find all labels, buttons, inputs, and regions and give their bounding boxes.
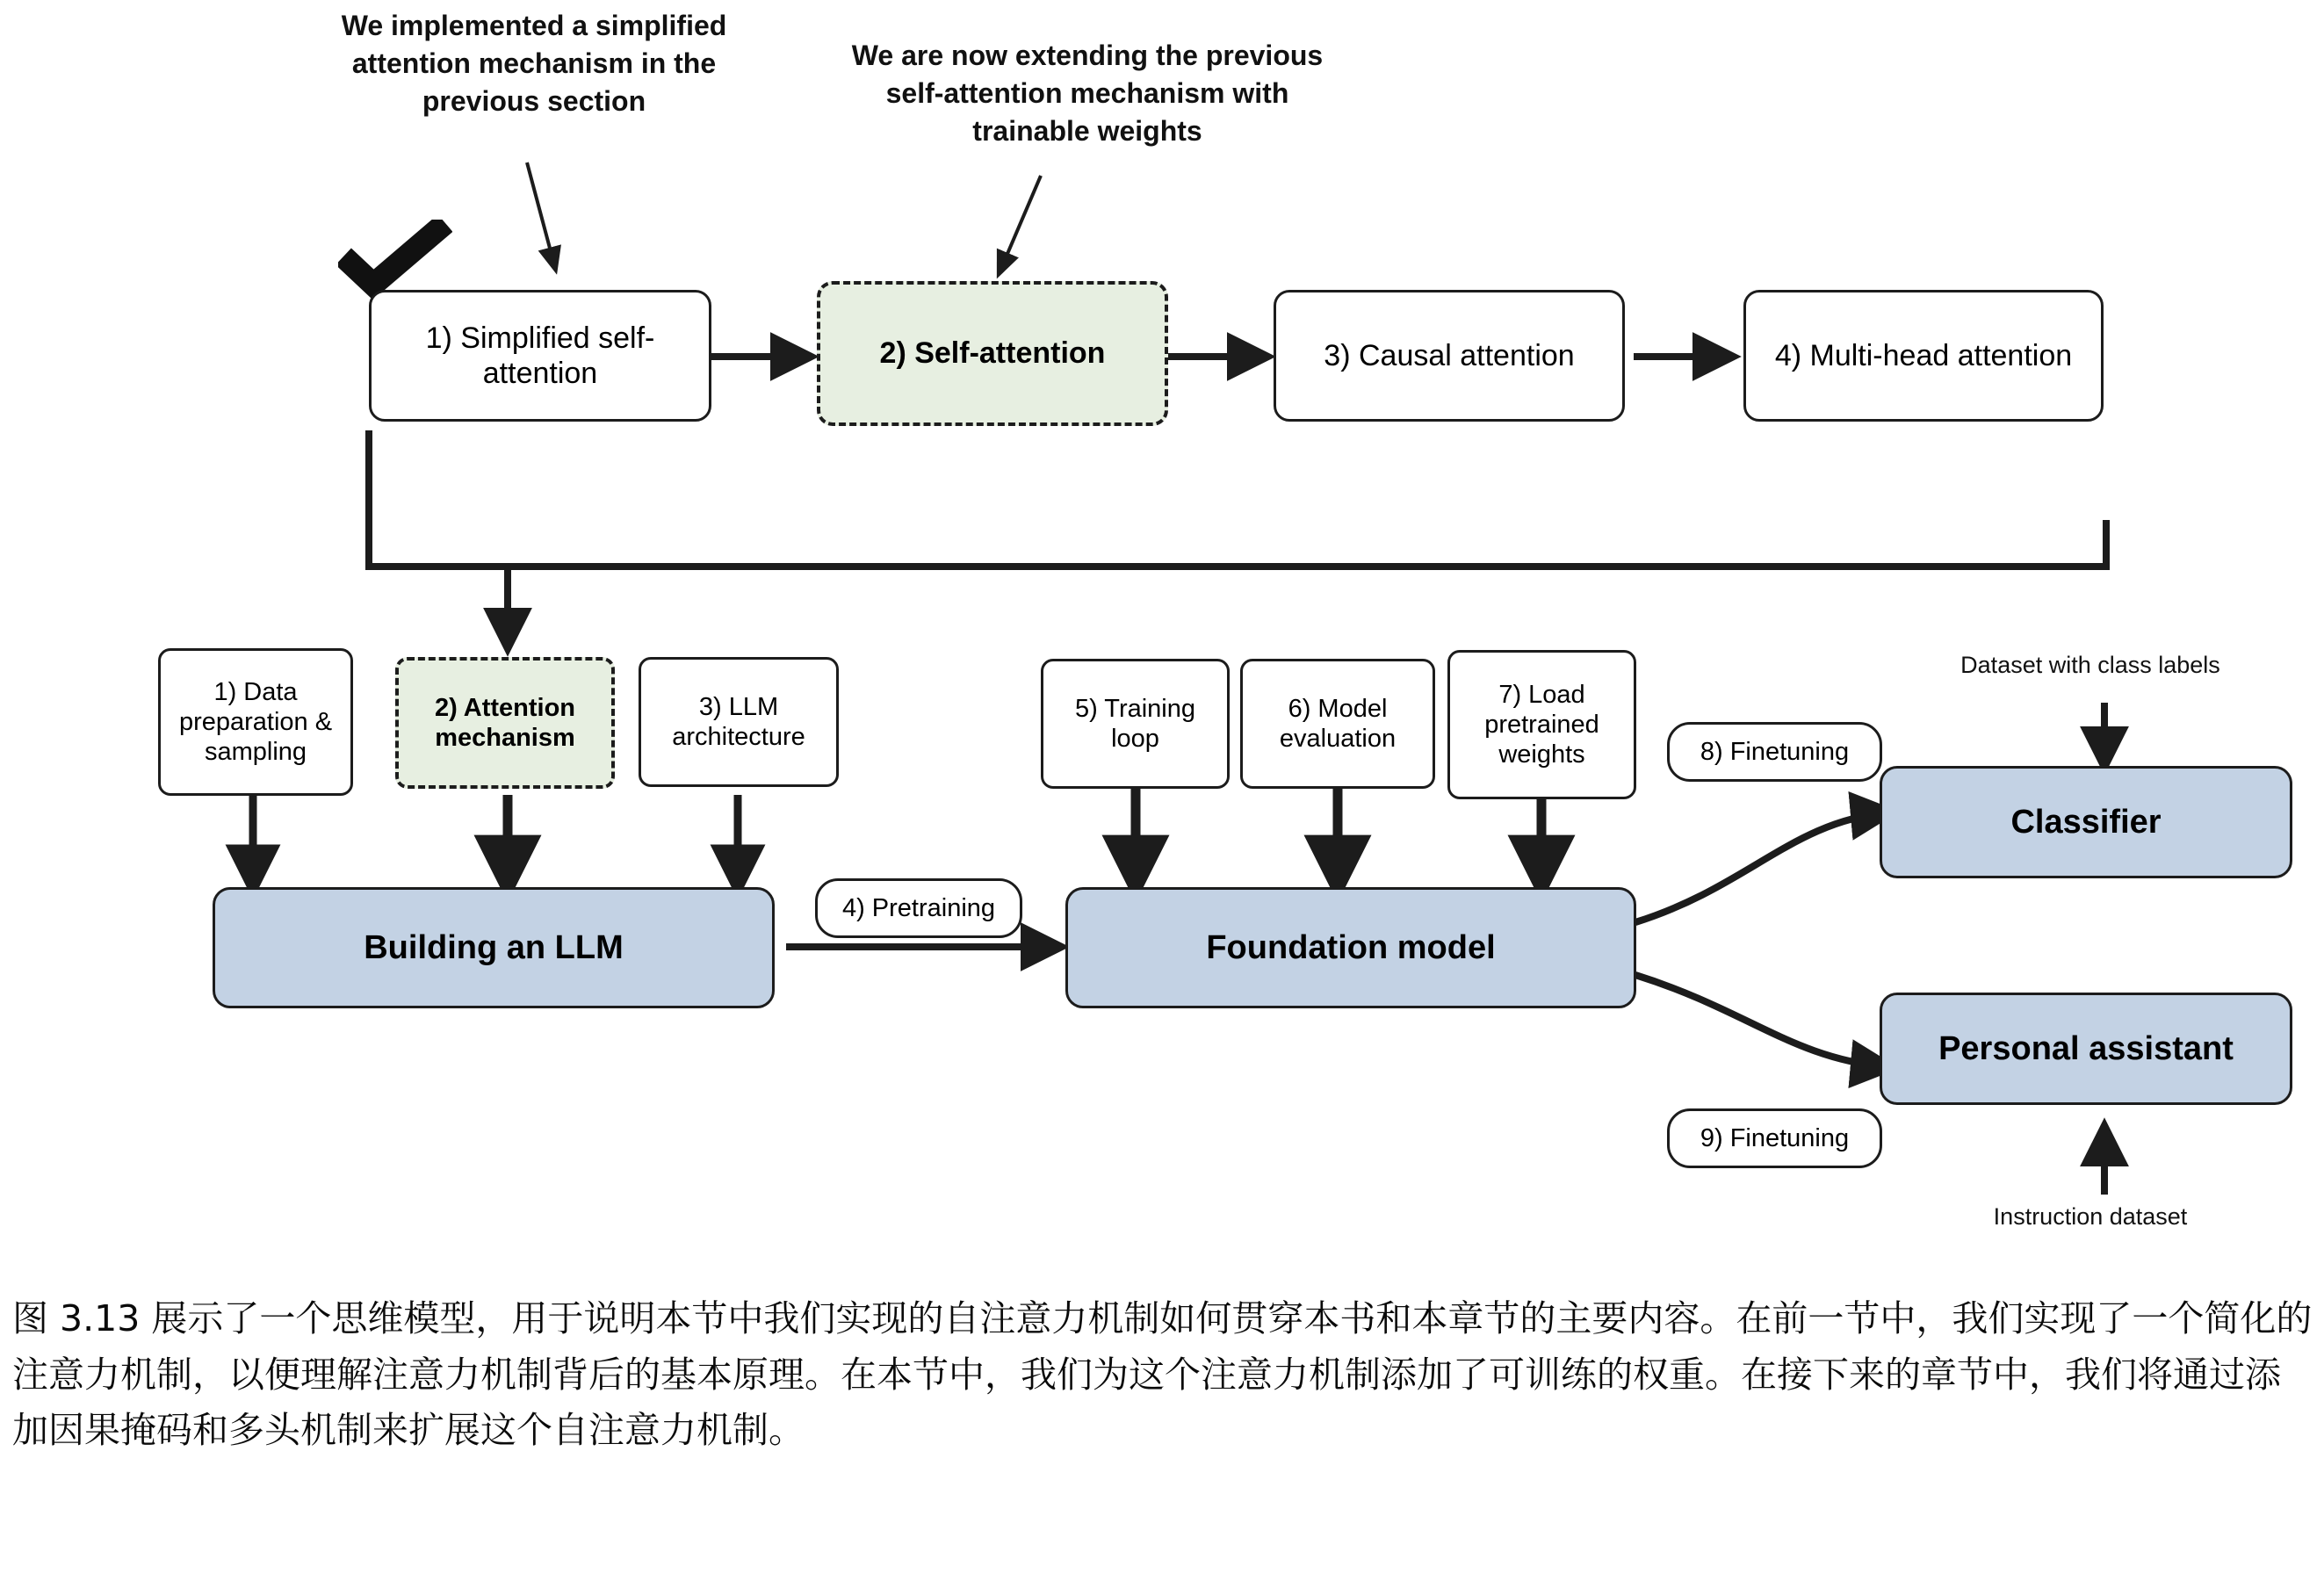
label-instruction-dataset: Instruction dataset (1993, 1203, 2188, 1230)
node-load-pretrained-weights[interactable]: 7) Load pretrained weights (1447, 650, 1636, 799)
pill-pretraining[interactable]: 4) Pretraining (815, 878, 1022, 938)
node-self-attention[interactable]: 2) Self-attention (817, 281, 1168, 426)
node-attention-mechanism[interactable]: 2) Attention mechanism (395, 657, 615, 789)
block-building-an-llm[interactable]: Building an LLM (213, 887, 775, 1008)
node-llm-architecture[interactable]: 3) LLM architecture (639, 657, 839, 787)
node-causal-attention[interactable]: 3) Causal attention (1274, 290, 1625, 422)
figure-caption: 图 3.13 展示了一个思维模型，用于说明本节中我们实现的自注意力机制如何贯穿本书和本章节的主要内容。在前一节中，我们实现了一个简化的注意力机制，以便理解注意力机制背后的基本原理。在本节中，我们为这个注意力机制添加了可训练的权重。在接下来的章节中，我们将通过添加因果掩码和多头机制来扩展这个自注意力机制。 (12, 1297, 2313, 1452)
node-simplified-self-attention[interactable]: 1) Simplified self-attention (369, 290, 711, 422)
pill-finetuning-classifier[interactable]: 8) Finetuning (1667, 722, 1882, 782)
note-trainable-weights: We are now extending the previous self-attention mechanism with trainable weights (851, 40, 1324, 148)
node-training-loop[interactable]: 5) Training loop (1041, 659, 1230, 789)
node-multi-head-attention[interactable]: 4) Multi-head attention (1743, 290, 2104, 422)
node-data-preparation[interactable]: 1) Data preparation & sampling (158, 648, 353, 796)
note-previous-section: We implemented a simplified attention mechanism in the previous section (341, 10, 727, 118)
block-foundation-model[interactable]: Foundation model (1065, 887, 1636, 1008)
node-model-evaluation[interactable]: 6) Model evaluation (1240, 659, 1435, 789)
pill-finetuning-assistant[interactable]: 9) Finetuning (1667, 1108, 1882, 1168)
block-classifier[interactable]: Classifier (1880, 766, 2292, 878)
block-personal-assistant[interactable]: Personal assistant (1880, 993, 2292, 1105)
checkmark-icon (338, 220, 452, 299)
label-dataset-class-labels: Dataset with class labels (1960, 652, 2220, 678)
